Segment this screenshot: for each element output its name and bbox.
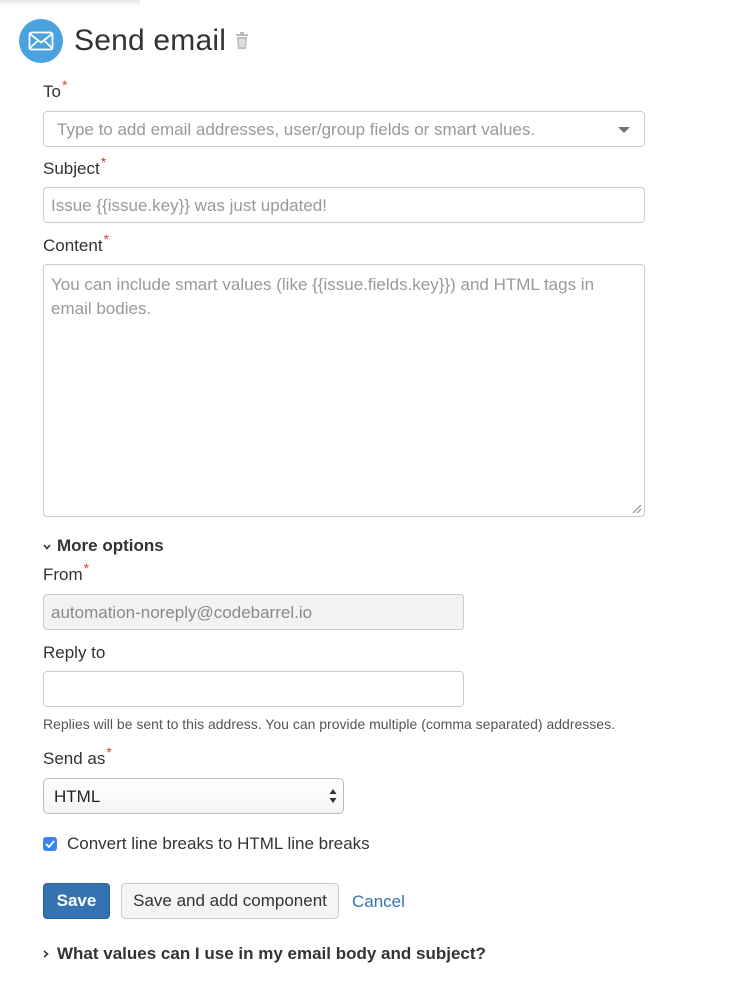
content-label-text: Content bbox=[43, 236, 103, 255]
more-options-label: More options bbox=[57, 536, 164, 555]
from-label bbox=[43, 560, 90, 585]
resize-grip-icon[interactable] bbox=[632, 504, 642, 514]
from-field[interactable] bbox=[43, 594, 464, 630]
from-value: automation-noreply@codebarrel.io bbox=[51, 603, 313, 622]
send-as-value: HTML bbox=[54, 787, 101, 806]
send-as-label-text: Send as bbox=[43, 749, 106, 768]
send-as-select[interactable] bbox=[43, 778, 344, 814]
convert-line-breaks-row bbox=[43, 834, 370, 854]
content-placeholder: You can include smart values (like {{issue.fields.key}}) and HTML tags in email bodies. bbox=[51, 275, 595, 318]
subject-placeholder: Issue {{issue.key}} was just updated! bbox=[51, 196, 327, 215]
help-values-label: What values can I use in my email body and subject? bbox=[57, 944, 486, 963]
required-marker: * bbox=[100, 154, 107, 170]
required-marker: * bbox=[61, 77, 68, 93]
content-textarea[interactable] bbox=[43, 264, 645, 517]
more-options-toggle[interactable] bbox=[43, 536, 164, 556]
reply-to-input[interactable] bbox=[44, 672, 463, 706]
reply-to-help: Replies will be sent to this address. You can provide multiple (comma separated) addresses. bbox=[43, 716, 615, 732]
to-placeholder: Type to add email addresses, user/group fields or smart values. bbox=[57, 120, 536, 139]
header bbox=[19, 18, 226, 64]
content-label bbox=[43, 231, 109, 256]
reply-to-label: Reply to bbox=[43, 643, 106, 662]
trash-icon[interactable] bbox=[234, 32, 250, 50]
page-title: Send email bbox=[74, 24, 227, 57]
save-and-add-component-button[interactable]: Save and add component bbox=[121, 883, 339, 919]
cancel-link[interactable]: Cancel bbox=[352, 892, 405, 911]
chevron-right-icon bbox=[43, 947, 51, 961]
reply-to-field[interactable] bbox=[43, 671, 464, 707]
save-button[interactable]: Save bbox=[43, 883, 110, 919]
select-arrows-icon bbox=[329, 787, 337, 805]
subject-label bbox=[43, 154, 107, 179]
envelope-icon bbox=[19, 19, 63, 63]
required-marker: * bbox=[83, 560, 90, 576]
to-label bbox=[43, 77, 68, 102]
required-marker: * bbox=[103, 231, 109, 247]
top-shadow bbox=[0, 0, 140, 6]
dropdown-caret-icon[interactable] bbox=[618, 127, 630, 133]
from-label-text: From bbox=[43, 565, 83, 584]
convert-line-breaks-checkbox[interactable] bbox=[43, 837, 57, 851]
subject-field[interactable] bbox=[43, 187, 645, 223]
send-as-label bbox=[43, 744, 112, 769]
to-label-text: To bbox=[43, 82, 61, 101]
subject-label-text: Subject bbox=[43, 159, 100, 178]
help-values-toggle[interactable] bbox=[43, 944, 486, 964]
to-field[interactable] bbox=[43, 111, 645, 147]
required-marker: * bbox=[106, 744, 112, 760]
chevron-down-icon bbox=[43, 539, 51, 553]
convert-line-breaks-label: Convert line breaks to HTML line breaks bbox=[67, 834, 370, 853]
